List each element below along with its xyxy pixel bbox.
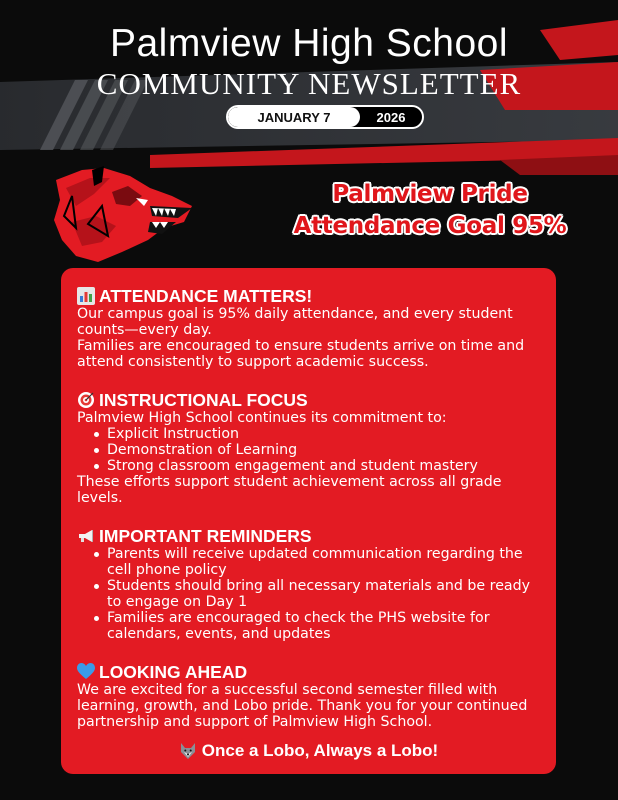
list-item: Demonstration of Learning — [91, 442, 540, 458]
looking-ahead-heading — [77, 662, 540, 682]
date-month-day: JANUARY 7 — [228, 107, 360, 127]
instructional-outro: These efforts support student achievement across all grade levels. — [77, 474, 502, 506]
wolf-face-icon — [179, 742, 197, 760]
newsletter-title: COMMUNITY NEWSLETTER — [96, 66, 522, 101]
pride-banner-line1: Palmview Pride — [332, 181, 528, 207]
instructional-section — [77, 390, 540, 506]
attendance-section — [77, 286, 540, 370]
date-pill — [226, 105, 424, 129]
instructional-intro: Palmview High School continues its commitment to: — [77, 410, 447, 426]
target-icon — [77, 391, 95, 409]
attendance-heading-text: ATTENDANCE MATTERS! — [99, 286, 313, 306]
blue-heart-icon — [77, 663, 95, 681]
looking-ahead-section — [77, 662, 540, 730]
looking-ahead-heading-text: LOOKING AHEAD — [99, 662, 248, 682]
reminders-heading-text: IMPORTANT REMINDERS — [99, 526, 312, 546]
list-item: Strong classroom engagement and student mastery — [91, 458, 540, 474]
pride-banner-line2: Attendance Goal 95% — [293, 213, 567, 239]
reminders-list — [77, 546, 540, 642]
attendance-heading — [77, 286, 540, 306]
reminders-heading — [77, 526, 540, 546]
reminders-section — [77, 526, 540, 642]
instructional-heading — [77, 390, 540, 410]
bar-chart-icon — [77, 287, 95, 305]
newsletter-card — [61, 268, 556, 774]
instructional-list — [77, 426, 540, 474]
list-item: Families are encouraged to check the PHS website for calendars, events, and updates — [91, 610, 540, 642]
date-year: 2026 — [376, 109, 406, 125]
list-item: Explicit Instruction — [91, 426, 540, 442]
school-name: Palmview High School — [109, 22, 508, 65]
looking-ahead-paragraph: We are excited for a successful second semester filled with learning, growth, and Lobo pride. Thank you for your continued partnership and support of Palmview High School. — [77, 682, 528, 730]
wolf-mascot-icon — [52, 166, 197, 266]
closing-text: Once a Lobo, Always a Lobo! — [201, 741, 439, 760]
attendance-paragraph-2: Families are encouraged to ensure students arrive on time and attend consistently to support academic success. — [77, 338, 525, 370]
megaphone-icon — [77, 527, 95, 545]
closing-line — [77, 742, 540, 760]
attendance-paragraph-1: Our campus goal is 95% daily attendance, and every student counts—every day. — [77, 306, 513, 338]
instructional-heading-text: INSTRUCTIONAL FOCUS — [99, 390, 308, 410]
list-item: Students should bring all necessary materials and be ready to engage on Day 1 — [91, 578, 540, 610]
list-item: Parents will receive updated communication regarding the cell phone policy — [91, 546, 540, 578]
